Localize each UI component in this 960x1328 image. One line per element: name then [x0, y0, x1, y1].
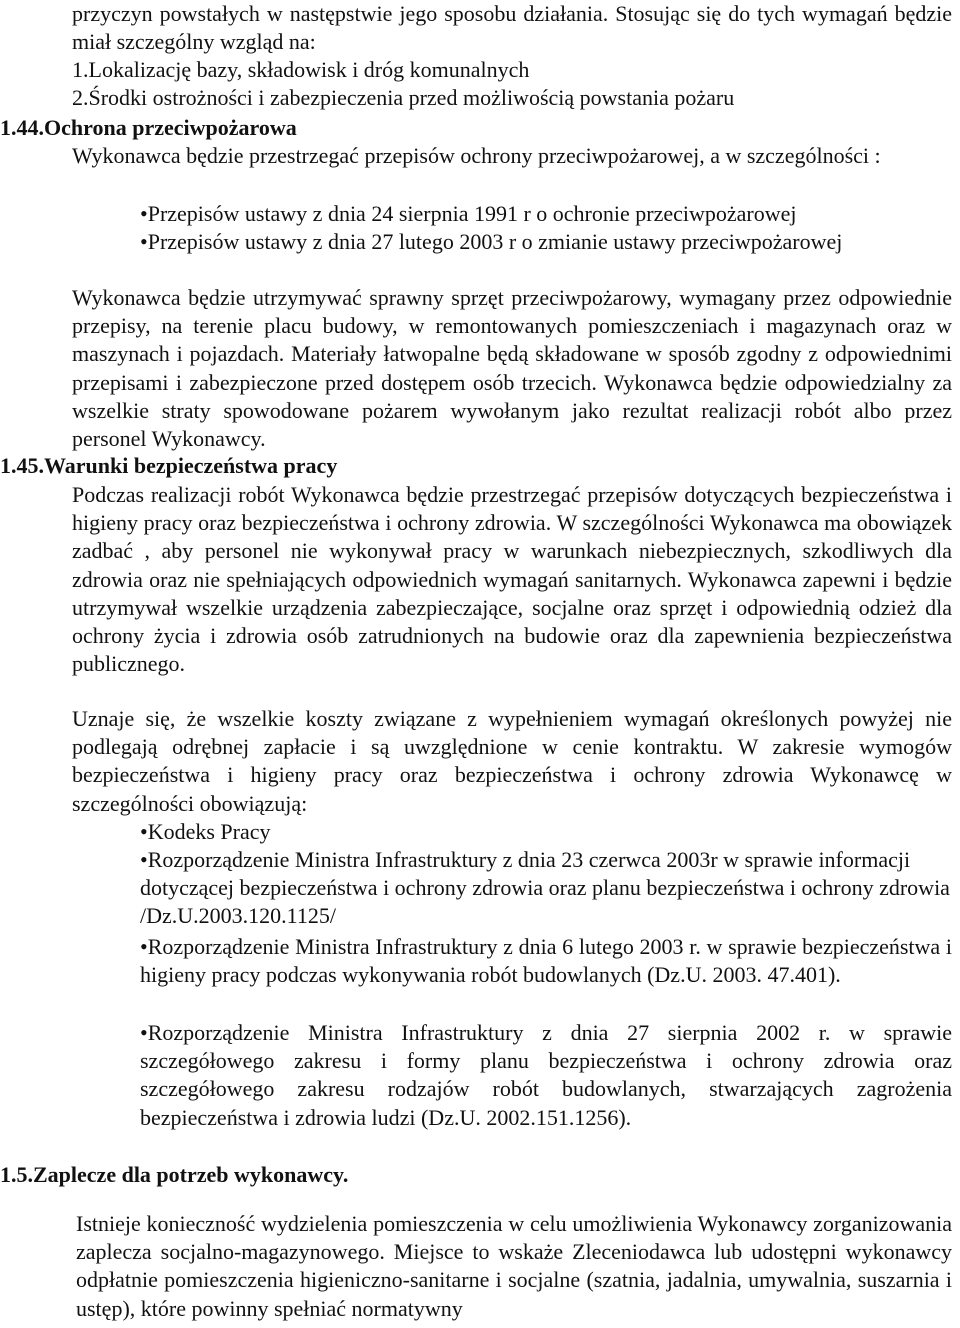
bullet-dot: •: [140, 201, 148, 226]
bullet-text: Rozporządzenie Ministra Infrastruktury z dnia 23 czerwca 2003r w sprawie informacji dotyczącej bezpieczeństwa i ochrony zdrowia oraz planu bezpieczeństwa i ochrony zdrowia /Dz.U.2003.120.1125/: [140, 847, 950, 929]
regulation-bullet: [140, 1019, 952, 1132]
intro-list-item-2: 2.Środki ostrożności i zabezpieczenia przed możliwością powstania pożaru: [72, 85, 735, 110]
section-heading-fire-protection: 1.44.Ochrona przeciwpożarowa: [0, 115, 297, 140]
fire-protection-bullet: [140, 200, 952, 228]
regulation-bullet: [140, 818, 952, 846]
section-heading-site-facilities: 1.5.Zaplecze dla potrzeb wykonawcy.: [0, 1162, 349, 1187]
bullet-text: Kodeks Pracy: [147, 819, 271, 844]
bullet-dot: •: [140, 819, 148, 844]
bullet-dot: •: [140, 847, 148, 872]
bullet-dot: •: [140, 229, 148, 254]
work-safety-paragraph: Podczas realizacji robót Wykonawca będzie przestrzegać przepisów dotyczących bezpieczeństwa i higieny pracy oraz bezpieczeństwa i ochrony zdrowia. W szczególności Wykonawca ma obowiązek zadbać , aby personel nie wykonywał pracy w warunkach niebezpiecznych, szkodliwych dla zdrowia oraz nie spełniających odpowiednich wymagań sanitarnych. Wykonawca zapewni i będzie utrzymywał wszelkie urządzenia zabezpieczające, socjalne oraz sprzęt i odpowiednią odzież dla ochrony życia i zdrowia osób zatrudnionych na budowie oraz dla zapewnienia bezpieczeństwa publicznego.: [72, 482, 952, 677]
section-heading-work-safety: 1.45.Warunki bezpieczeństwa pracy: [0, 453, 338, 478]
fire-protection-bullet: [140, 228, 952, 256]
bullet-dot: •: [140, 1020, 148, 1045]
regulation-bullet: [140, 846, 952, 931]
site-facilities-paragraph: Istnieje konieczność wydzielenia pomieszczenia w celu umożliwienia Wykonawcy zorganizowania zaplecza socjalno-magazynowego. Miejsce to wskaże Zleceniodawca lub udostępni wykonawcy odpłatnie pomieszczenia higieniczno-sanitarne i socjalne (szatnia, jadalnia, umywalnia, suszarnia i ustęp), które powinny spełniać normatywny: [76, 1211, 952, 1321]
regulation-bullet: [140, 933, 952, 989]
bullet-text: Rozporządzenie Ministra Infrastruktury z dnia 6 lutego 2003 r. w sprawie bezpieczeństwa i higieny pracy podczas wykonywania robót budowlanych (Dz.U. 2003. 47.401).: [140, 934, 952, 988]
intro-list-item-1: 1.Lokalizację bazy, składowisk i dróg komunalnych: [72, 57, 530, 82]
intro-paragraph: przyczyn powstałych w następstwie jego sposobu działania. Stosując się do tych wymagań będzie miał szczególny wzgląd na:: [72, 1, 952, 55]
bullet-text: Rozporządzenie Ministra Infrastruktury z dnia 27 sierpnia 2002 r. w sprawie szczegółowego zakresu i formy planu bezpieczeństwa i ochrony zdrowia oraz szczegółowego zakresu rodzajów robót budowlanych, stwarzających zagrożenia bezpieczeństwa i zdrowia ludzi (Dz.U. 2002.151.1256).: [140, 1020, 952, 1130]
bullet-text: Przepisów ustawy z dnia 24 sierpnia 1991 r o ochronie przeciwpożarowej: [147, 201, 797, 226]
bullet-text: Przepisów ustawy z dnia 27 lutego 2003 r o zmianie ustawy przeciwpożarowej: [147, 229, 843, 254]
bullet-dot: •: [140, 934, 148, 959]
fire-protection-lead: Wykonawca będzie przestrzegać przepisów ochrony przeciwpożarowej, a w szczególności :: [72, 143, 881, 168]
fire-protection-paragraph: Wykonawca będzie utrzymywać sprawny sprzęt przeciwpożarowy, wymagany przez odpowiednie przepisy, na terenie placu budowy, w remontowanych pomieszczeniach i magazynach oraz w maszynach i pojazdach. Materiały łatwopalne będą składowane w sposób zgodny z odpowiednimi przepisami i zabezpieczone przed dostępem osób trzecich. Wykonawca będzie odpowiedzialny za wszelkie straty spowodowane pożarem wywołanym jako rezultat realizacji robót albo przez personel Wykonawcy.: [72, 285, 952, 452]
work-safety-costs-paragraph: Uznaje się, że wszelkie koszty związane z wypełnieniem wymagań określonych powyżej nie podlegają odrębnej zapłacie i są uwzględnione w cenie kontraktu. W zakresie wymogów bezpieczeństwa i higieny pracy oraz bezpieczeństwa i ochrony zdrowia Wykonawcę w szczególności obowiązują:: [72, 706, 952, 816]
